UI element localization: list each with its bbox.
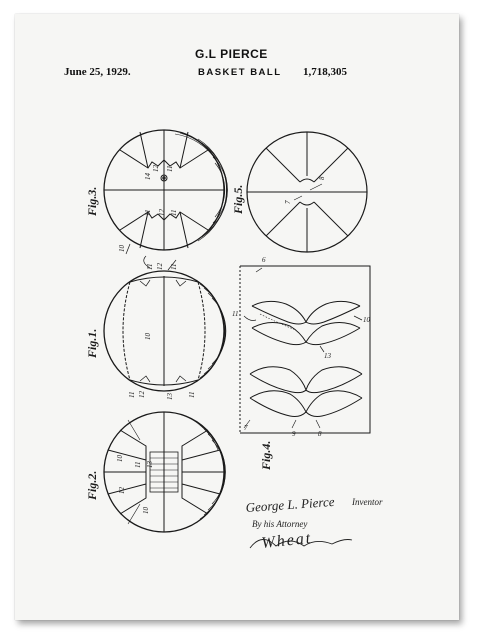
ref-14: 14 <box>144 173 152 180</box>
ref-13-b: 13 <box>146 461 154 468</box>
ref-9: 9 <box>292 430 296 438</box>
ref-10-d: 10 <box>142 507 150 514</box>
ref-13-a: 13 <box>166 393 174 400</box>
ref-11-h: 11 <box>134 461 142 468</box>
patent-number: 1,718,305 <box>303 66 347 78</box>
ref-11-e: 11 <box>170 263 178 270</box>
ref-12-b: 12 <box>158 209 166 216</box>
ref-13-c: 13 <box>324 352 331 360</box>
ref-6: 6 <box>262 256 266 264</box>
ref-11-g: 11 <box>188 391 196 398</box>
ref-10-e: 10 <box>363 316 370 324</box>
ref-11-d: 11 <box>146 263 154 270</box>
ref-10-c: 10 <box>116 455 124 462</box>
fig4-label: Fig.4. <box>259 440 273 470</box>
ref-12-e: 12 <box>118 487 126 494</box>
ref-12-a: 12 <box>152 165 160 172</box>
attorney-label: By his Attorney <box>252 519 308 529</box>
ref-12-c: 12 <box>156 263 164 270</box>
inventor-name: G.L PIERCE <box>195 47 268 61</box>
ref-11-f: 11 <box>128 391 136 398</box>
ref-10-a: 10 <box>118 245 126 252</box>
patent-date: June 25, 1929. <box>64 66 131 78</box>
fig2-label: Fig.2. <box>85 470 99 500</box>
inventor-label: Inventor <box>352 497 383 507</box>
fig5-label: Fig.5. <box>231 184 245 214</box>
inventor-signature: George L. Pierce <box>245 493 335 515</box>
ref-11-c: 11 <box>170 209 178 216</box>
ref-7-a: 7 <box>284 200 292 204</box>
ref-11-i: 11 <box>232 310 239 318</box>
ref-10-b: 10 <box>144 333 152 340</box>
ref-8-b: 8 <box>318 430 322 438</box>
ref-12-d: 12 <box>138 391 146 398</box>
patent-title: BASKET BALL <box>198 67 282 78</box>
ref-11-a: 11 <box>166 165 174 172</box>
fig1-label: Fig.1. <box>85 328 99 358</box>
fig3-label: Fig.3. <box>85 186 99 216</box>
ref-11-b: 11 <box>144 209 152 216</box>
attorney-signature: Wheat <box>260 529 314 552</box>
ref-7-b: 7 <box>244 424 248 432</box>
ref-8-a: 8 <box>318 176 326 180</box>
